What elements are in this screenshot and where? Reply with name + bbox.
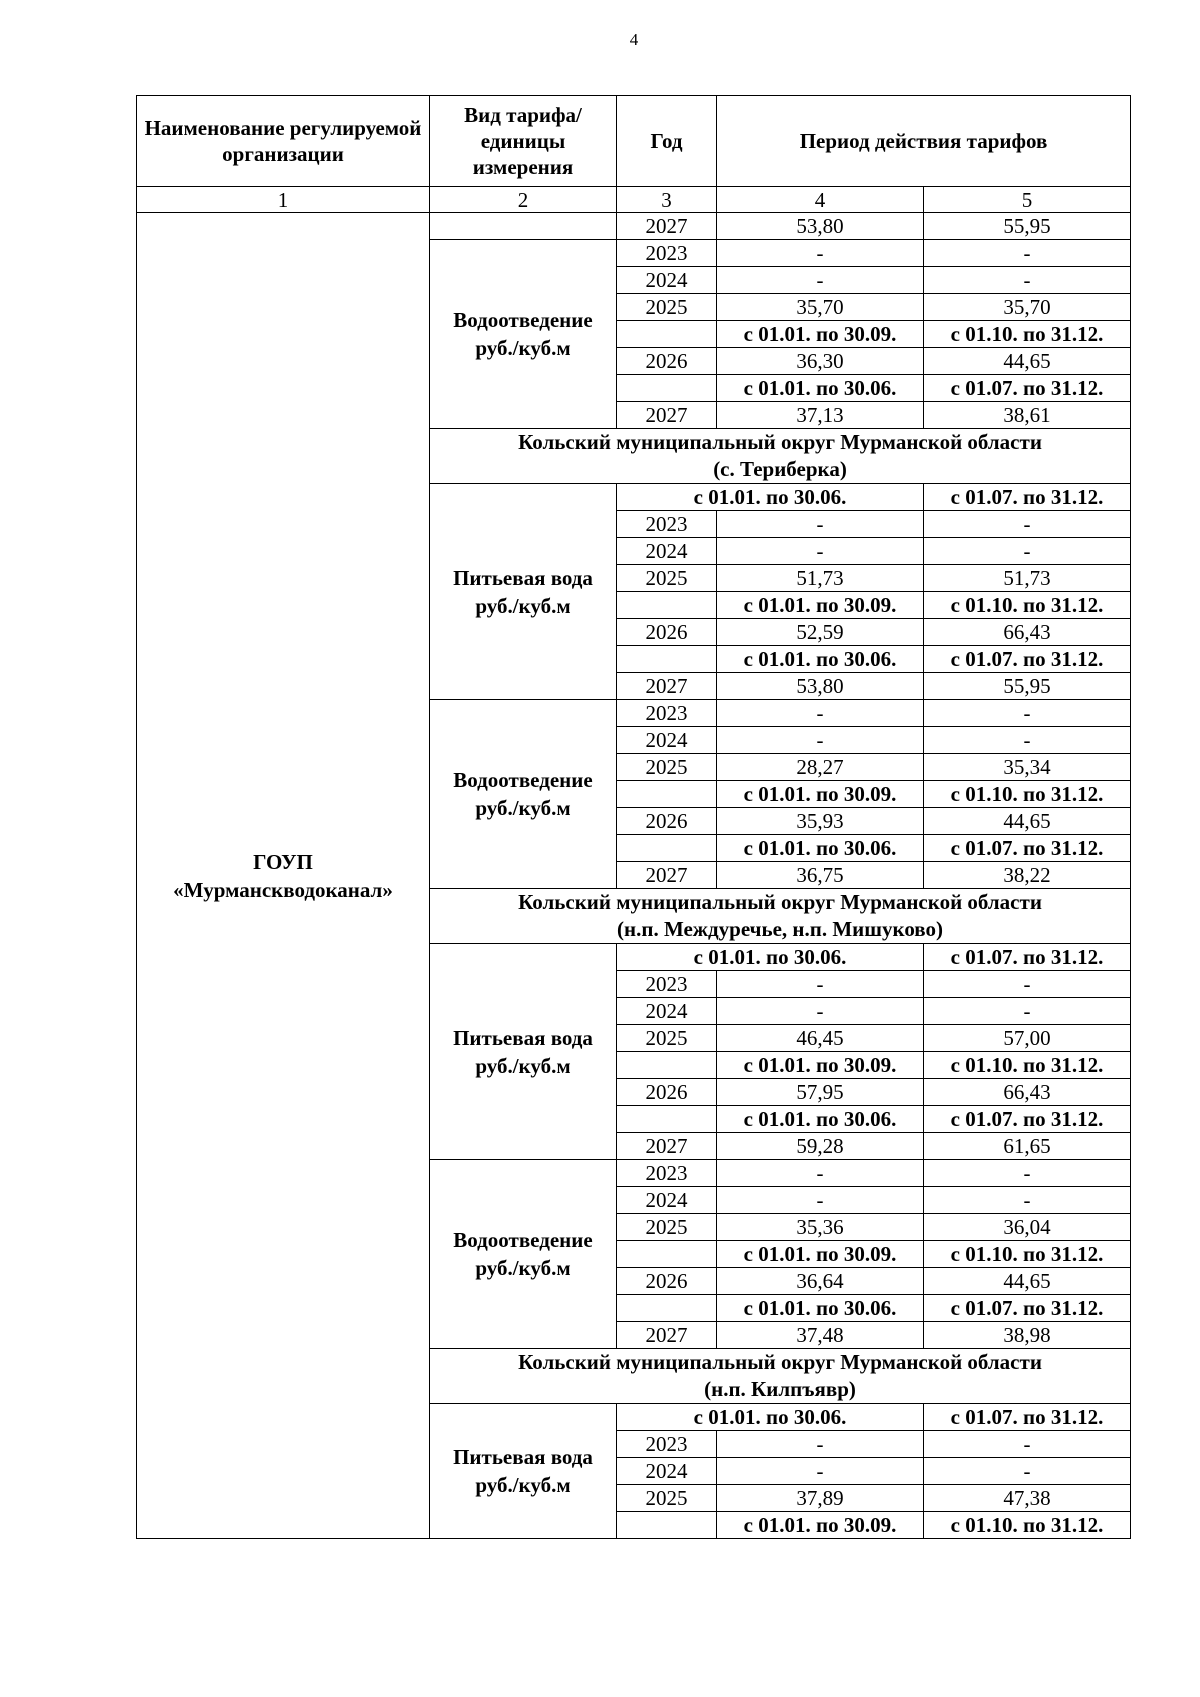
header-year: Год: [617, 96, 717, 187]
empty-cell: [617, 1052, 717, 1079]
period-cell: с 01.07. по 31.12.: [924, 484, 1131, 511]
year-cell: 2023: [617, 240, 717, 267]
price-cell: 38,61: [924, 402, 1131, 429]
year-cell: 2025: [617, 565, 717, 592]
period-cell: с 01.01. по 30.09.: [717, 1512, 924, 1539]
price-cell: 35,70: [924, 294, 1131, 321]
price-cell: -: [717, 267, 924, 294]
empty-cell: [617, 646, 717, 673]
empty-cell: [617, 592, 717, 619]
tariff-unit: руб./куб.м: [475, 593, 571, 618]
tariff-name: Питьевая вода: [453, 565, 593, 590]
empty-cell: [617, 1295, 717, 1322]
section-title-line2: (н.п. Килпъявр): [704, 1377, 856, 1401]
header-period: Период действия тарифов: [717, 96, 1131, 187]
price-cell: 52,59: [717, 619, 924, 646]
page-number: 4: [629, 30, 639, 49]
header-tariff-type: Вид тарифа/ единицы измерения: [430, 96, 617, 187]
year-cell: 2025: [617, 294, 717, 321]
tariff-type-cell: [430, 484, 617, 700]
empty-cell: [430, 213, 617, 240]
column-number: 1: [137, 187, 430, 213]
section-title: [430, 889, 1131, 944]
tariff-type-cell: [430, 700, 617, 889]
year-cell: 2027: [617, 402, 717, 429]
tariff-unit: руб./куб.м: [475, 1473, 571, 1497]
price-cell: 59,28: [717, 1133, 924, 1160]
price-cell: -: [717, 727, 924, 754]
period-cell: с 01.01. по 30.09.: [717, 1052, 924, 1079]
empty-cell: [617, 321, 717, 348]
year-cell: 2027: [617, 862, 717, 889]
year-cell: 2025: [617, 1485, 717, 1512]
period-cell: с 01.01. по 30.06.: [717, 1106, 924, 1133]
period-cell: с 01.01. по 30.06.: [617, 1404, 924, 1431]
empty-cell: [617, 1241, 717, 1268]
header-row: [137, 96, 1131, 187]
price-cell: -: [924, 1458, 1131, 1485]
price-cell: -: [924, 1160, 1131, 1187]
period-cell: с 01.01. по 30.09.: [717, 1241, 924, 1268]
tariff-name: Питьевая вода: [453, 1025, 593, 1050]
period-cell: с 01.10. по 31.12.: [924, 321, 1131, 348]
section-title-line1: Кольский муниципальный округ Мурманской области: [518, 430, 1042, 454]
header-org: Наименование регулируемой организации: [137, 96, 430, 187]
price-cell: 37,48: [717, 1322, 924, 1349]
price-cell: -: [924, 700, 1131, 727]
price-cell: 55,95: [924, 673, 1131, 700]
period-cell: с 01.01. по 30.06.: [717, 835, 924, 862]
column-number: 2: [430, 187, 617, 213]
price-cell: 46,45: [717, 1025, 924, 1052]
period-cell: с 01.01. по 30.06.: [617, 484, 924, 511]
price-cell: 36,75: [717, 862, 924, 889]
price-cell: -: [717, 538, 924, 565]
price-cell: -: [924, 998, 1131, 1025]
price-cell: 35,36: [717, 1214, 924, 1241]
organization-name: [137, 213, 430, 1539]
empty-cell: [617, 375, 717, 402]
price-cell: -: [924, 538, 1131, 565]
price-cell: -: [717, 240, 924, 267]
period-cell: с 01.01. по 30.06.: [617, 944, 924, 971]
price-cell: 53,80: [717, 213, 924, 240]
empty-cell: [617, 781, 717, 808]
year-cell: 2024: [617, 1458, 717, 1485]
period-cell: с 01.01. по 30.09.: [717, 321, 924, 348]
column-number: 4: [717, 187, 924, 213]
period-cell: с 01.07. по 31.12.: [924, 944, 1131, 971]
column-number: 5: [924, 187, 1131, 213]
year-cell: 2024: [617, 538, 717, 565]
year-cell: 2023: [617, 1160, 717, 1187]
tariff-name: Водоотведение: [453, 768, 593, 792]
price-cell: -: [924, 727, 1131, 754]
period-cell: с 01.07. по 31.12.: [924, 835, 1131, 862]
price-cell: 66,43: [924, 1079, 1131, 1106]
year-cell: 2023: [617, 971, 717, 998]
price-cell: 36,64: [717, 1268, 924, 1295]
price-cell: 53,80: [717, 673, 924, 700]
section-title-line1: Кольский муниципальный округ Мурманской области: [518, 1350, 1042, 1374]
price-cell: 57,95: [717, 1079, 924, 1106]
price-cell: -: [924, 240, 1131, 267]
price-cell: 51,73: [924, 565, 1131, 592]
price-cell: 35,70: [717, 294, 924, 321]
period-cell: с 01.01. по 30.09.: [717, 781, 924, 808]
price-cell: -: [924, 1431, 1131, 1458]
period-cell: с 01.07. по 31.12.: [924, 646, 1131, 673]
section-title: [430, 429, 1131, 484]
price-cell: 35,34: [924, 754, 1131, 781]
year-cell: 2024: [617, 267, 717, 294]
tariff-name: Водоотведение: [453, 1228, 593, 1252]
tariff-name: Водоотведение: [453, 308, 593, 332]
year-cell: 2023: [617, 700, 717, 727]
column-numbers-row: [137, 187, 1131, 213]
price-cell: 36,30: [717, 348, 924, 375]
organization-name-line2: «Мурманскводоканал»: [173, 877, 393, 902]
section-title-line2: (с. Териберка): [713, 457, 847, 481]
year-cell: 2025: [617, 1214, 717, 1241]
organization-name-line1: ГОУП: [253, 849, 313, 874]
tariff-type-cell: [430, 1160, 617, 1349]
price-cell: 66,43: [924, 619, 1131, 646]
price-cell: 37,89: [717, 1485, 924, 1512]
period-cell: с 01.10. по 31.12.: [924, 1052, 1131, 1079]
table-row: [137, 213, 1131, 240]
tariff-unit: руб./куб.м: [475, 1256, 571, 1280]
price-cell: 57,00: [924, 1025, 1131, 1052]
price-cell: 61,65: [924, 1133, 1131, 1160]
price-cell: 44,65: [924, 808, 1131, 835]
price-cell: -: [717, 1458, 924, 1485]
price-cell: 38,22: [924, 862, 1131, 889]
year-cell: 2026: [617, 1079, 717, 1106]
price-cell: 44,65: [924, 348, 1131, 375]
price-cell: -: [717, 1431, 924, 1458]
price-cell: 51,73: [717, 565, 924, 592]
price-cell: -: [717, 998, 924, 1025]
period-cell: с 01.01. по 30.09.: [717, 592, 924, 619]
tariff-table: [136, 95, 1131, 1539]
year-cell: 2026: [617, 348, 717, 375]
section-title-line1: Кольский муниципальный округ Мурманской области: [518, 890, 1042, 914]
period-cell: с 01.10. по 31.12.: [924, 781, 1131, 808]
tariff-unit: руб./куб.м: [475, 1053, 571, 1078]
year-cell: 2026: [617, 1268, 717, 1295]
period-cell: с 01.07. по 31.12.: [924, 375, 1131, 402]
year-cell: 2024: [617, 1187, 717, 1214]
period-cell: с 01.07. по 31.12.: [924, 1106, 1131, 1133]
year-cell: 2025: [617, 754, 717, 781]
year-cell: 2024: [617, 998, 717, 1025]
price-cell: 37,13: [717, 402, 924, 429]
empty-cell: [617, 1106, 717, 1133]
year-cell: 2027: [617, 213, 717, 240]
section-title-line2: (н.п. Междуречье, н.п. Мишуково): [617, 917, 943, 941]
tariff-unit: руб./куб.м: [475, 796, 571, 820]
price-cell: 44,65: [924, 1268, 1131, 1295]
year-cell: 2023: [617, 511, 717, 538]
period-cell: с 01.01. по 30.06.: [717, 646, 924, 673]
price-cell: -: [924, 267, 1131, 294]
empty-cell: [617, 1512, 717, 1539]
period-cell: с 01.07. по 31.12.: [924, 1404, 1131, 1431]
period-cell: с 01.01. по 30.06.: [717, 375, 924, 402]
price-cell: -: [717, 1187, 924, 1214]
year-cell: 2026: [617, 808, 717, 835]
column-number: 3: [617, 187, 717, 213]
price-cell: -: [717, 971, 924, 998]
price-cell: -: [717, 1160, 924, 1187]
year-cell: 2026: [617, 619, 717, 646]
price-cell: -: [924, 971, 1131, 998]
tariff-type-cell: [430, 944, 617, 1160]
year-cell: 2027: [617, 673, 717, 700]
price-cell: 38,98: [924, 1322, 1131, 1349]
section-title: [430, 1349, 1131, 1404]
period-cell: с 01.10. по 31.12.: [924, 1241, 1131, 1268]
tariff-type-cell: [430, 1404, 617, 1539]
price-cell: 28,27: [717, 754, 924, 781]
period-cell: с 01.07. по 31.12.: [924, 1295, 1131, 1322]
year-cell: 2027: [617, 1322, 717, 1349]
year-cell: 2025: [617, 1025, 717, 1052]
year-cell: 2024: [617, 727, 717, 754]
period-cell: с 01.10. по 31.12.: [924, 1512, 1131, 1539]
price-cell: 47,38: [924, 1485, 1131, 1512]
year-cell: 2023: [617, 1431, 717, 1458]
tariff-type-cell: [430, 240, 617, 429]
year-cell: 2027: [617, 1133, 717, 1160]
tariff-name: Питьевая вода: [453, 1445, 593, 1469]
period-cell: с 01.10. по 31.12.: [924, 592, 1131, 619]
price-cell: 35,93: [717, 808, 924, 835]
price-cell: -: [924, 511, 1131, 538]
price-cell: -: [717, 700, 924, 727]
price-cell: 55,95: [924, 213, 1131, 240]
period-cell: с 01.01. по 30.06.: [717, 1295, 924, 1322]
tariff-unit: руб./куб.м: [475, 336, 571, 360]
price-cell: -: [924, 1187, 1131, 1214]
empty-cell: [617, 835, 717, 862]
price-cell: -: [717, 511, 924, 538]
price-cell: 36,04: [924, 1214, 1131, 1241]
